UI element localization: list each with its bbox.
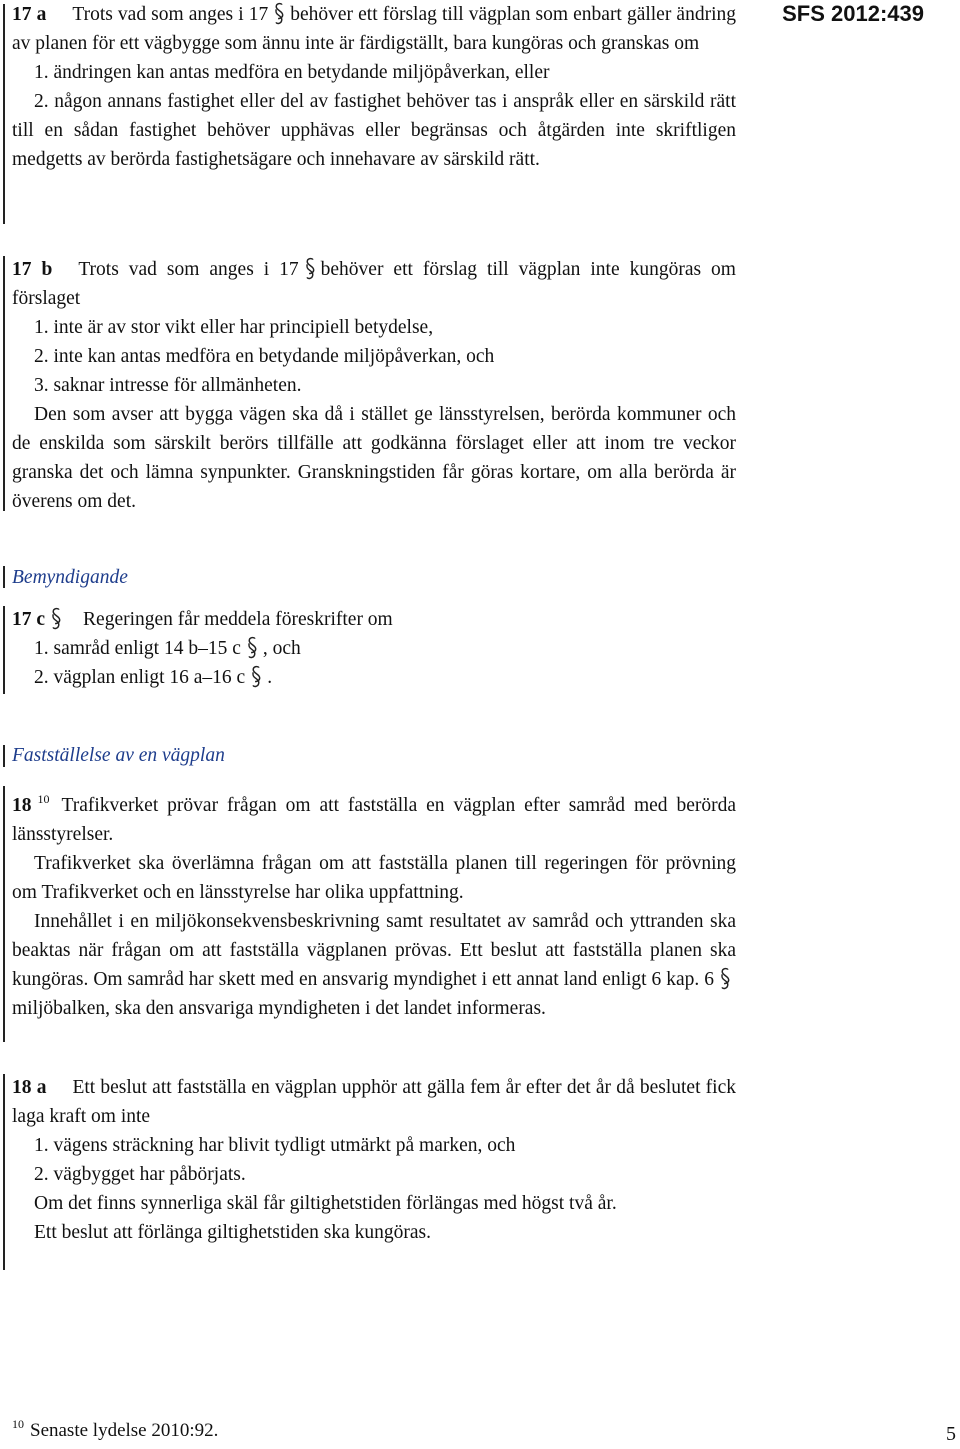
list-item: 1. ändringen kan antas medföra en betydande miljöpåverkan, eller [34,62,550,83]
paragraph [12,907,736,1023]
section-18a-intro [12,1073,736,1131]
change-bar [3,606,5,694]
change-bar [3,256,5,511]
text: 2. vägplan enligt 16 a–16 c [34,667,246,688]
list-item [12,634,736,663]
footnote [12,1412,218,1443]
text: behöver ett förslag till vägplan inte kungöras om förslaget [12,259,736,309]
section-18-intro [12,785,736,849]
text: Trots vad som anges i 17 [78,259,299,280]
list-item [12,663,736,692]
text: Trots vad som anges i 17 [72,4,269,25]
list-item: 2. vägbygget har påbörjats. [34,1164,246,1185]
change-bar [3,786,5,1042]
paragraph: Ett beslut att förlänga giltighetstiden ska kungöras. [34,1222,431,1243]
change-bar [3,745,5,767]
change-bar [3,4,5,224]
section-17c-intro [12,605,736,634]
section-18a [12,1073,736,1247]
paragraph: Den som avser att bygga vägen ska då i stället ge länsstyrelsen, berörda kommuner och de enskilda som särskilt berörs tillfälle att godkänna förslaget eller att inom tre veckor granska det och lämna synpunkter. Granskningstiden får göras kortare, om alla berörda är överens om det. [12,404,736,512]
section-sign-icon [245,636,259,660]
section-17b [12,255,736,516]
section-17a-intro [12,0,736,58]
section-number: 17 c [12,609,46,630]
section-number: 17 a [12,4,47,25]
list-item: 1. vägens sträckning har blivit tydligt utmärkt på marken, och [34,1135,516,1156]
section-number: 18 a [12,1077,47,1098]
change-bar [3,566,5,588]
heading-faststallelse: Fastställelse av en vägplan [12,745,225,766]
paragraph: Trafikverket ska överlämna frågan om att fastställa planen till regeringen för prövning om Trafikverket och en länsstyrelse har olika uppfattning. [12,853,736,903]
footnote-number: 10 [12,1417,24,1431]
text: Trafikverket prövar frågan om att fastställa en vägplan efter samråd med berörda länsstyrelser. [12,795,736,845]
section-17b-intro [12,255,736,313]
heading-bemyndigande: Bemyndigande [12,567,128,588]
section-number: 17 b [12,259,53,280]
text: Regeringen får meddela föreskrifter om [83,609,393,630]
section-sign-icon [49,607,63,631]
section-sign-icon [249,665,263,689]
section-sign-icon [718,967,732,991]
text: . [267,667,273,688]
list-item: 1. inte är av stor vikt eller har principiell betydelse, [34,317,434,338]
section-17a [12,0,736,174]
section-18 [12,785,736,1023]
change-bar [3,1074,5,1270]
sfs-number: SFS 2012:439 [782,1,924,26]
section-17c [12,605,736,692]
list-item: 2. någon annans fastighet eller del av fastighet behöver tas i anspråk eller en särskild rätt till en sådan fastighet behöver upphävas eller begränsas och åtgärden inte skriftligen medgetts av berörda fastighetsägare och innehavare av särskild rätt. [12,91,736,170]
section-sign-icon [272,2,286,26]
text: 1. samråd enligt 14 b–15 c [34,638,241,659]
section-sign-icon [303,257,317,281]
text: miljöbalken, ska den ansvariga myndigheten i det landet informeras. [12,998,546,1019]
text: Innehållet i en miljökonsekvensbeskrivning samt resultatet av samråd och yttranden ska beaktas när frågan om att fastställa vägplanen prövas. Ett beslut att fastställa planen ska kungöras. Om samråd har skett med en ansvarig myndighet i ett annat land enligt 6 kap. 6 [12,911,736,990]
paragraph: Om det finns synnerliga skäl får giltighetstiden förlängas med högst två år. [34,1193,617,1214]
page-number: 5 [946,1423,956,1445]
list-item: 3. saknar intresse för allmänheten. [34,375,302,396]
footnote-ref: 10 [37,792,50,806]
text: behöver ett förslag till vägplan som enbart gäller ändring av planen för ett vägbygge som ännu inte är färdigställt, bara kungöras och granskas om [12,4,736,54]
list-item: 2. inte kan antas medföra en betydande miljöpåverkan, och [34,346,495,367]
text: , och [262,638,301,659]
footnote-text: Senaste lydelse 2010:92. [30,1420,219,1441]
section-number: 18 [12,795,32,816]
text: Ett beslut att fastställa en vägplan upphör att gälla fem år efter det år då beslutet fick laga kraft om inte [12,1077,736,1127]
